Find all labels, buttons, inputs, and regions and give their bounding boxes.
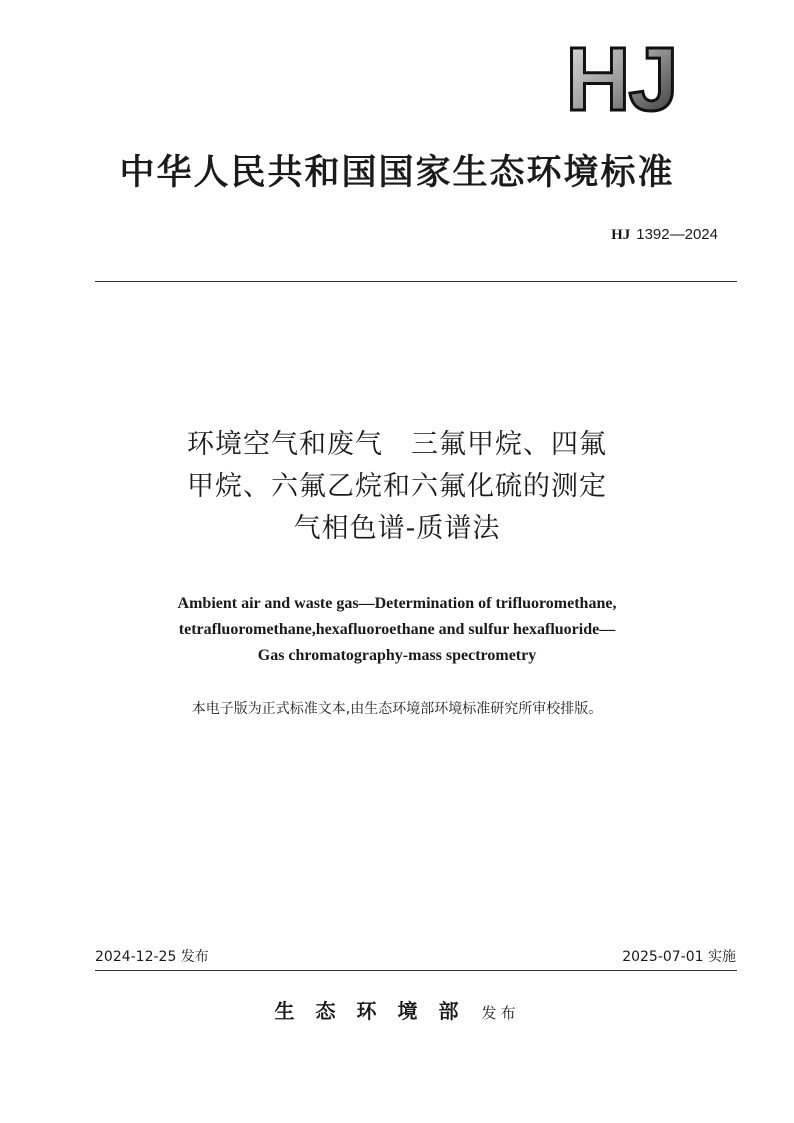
english-title (0, 591, 794, 669)
publisher (0, 995, 794, 1024)
chinese-title (0, 424, 794, 550)
bottom-divider (95, 970, 737, 971)
top-divider (95, 281, 737, 282)
english-title-line-2: tetrafluoromethane,hexafluoroethane and sulfur hexafluoride— (178, 621, 616, 638)
hj-logo-text: HJ (565, 38, 677, 116)
publisher-action: 发布 (481, 1004, 520, 1022)
english-title-line-3: Gas chromatography-mass spectrometry (257, 647, 537, 664)
national-standard-title: 中华人民共和国国家生态环境标准 (119, 153, 675, 193)
chinese-title-line-1: 环境空气和废气 三氟甲烷、四氟 (187, 429, 607, 460)
standard-code: HJ (611, 227, 631, 243)
implementation-date: 2025-07-01 实施 (622, 949, 736, 965)
issue-date: 2024-12-25 发布 (95, 949, 209, 965)
standard-number (611, 226, 718, 244)
hj-logo (546, 38, 696, 116)
publisher-org: 生态环境部 (274, 999, 480, 1023)
chinese-title-line-3: 气相色谱-质谱法 (293, 513, 501, 544)
chinese-title-line-2: 甲烷、六氟乙烷和六氟化硫的测定 (187, 471, 607, 502)
english-title-line-1: Ambient air and waste gas—Determination of trifluoromethane, (177, 595, 617, 612)
standard-number-value: 1392—2024 (636, 226, 718, 243)
electronic-version-note: 本电子版为正式标准文本,由生态环境部环境标准研究所审校排版。 (191, 701, 603, 717)
